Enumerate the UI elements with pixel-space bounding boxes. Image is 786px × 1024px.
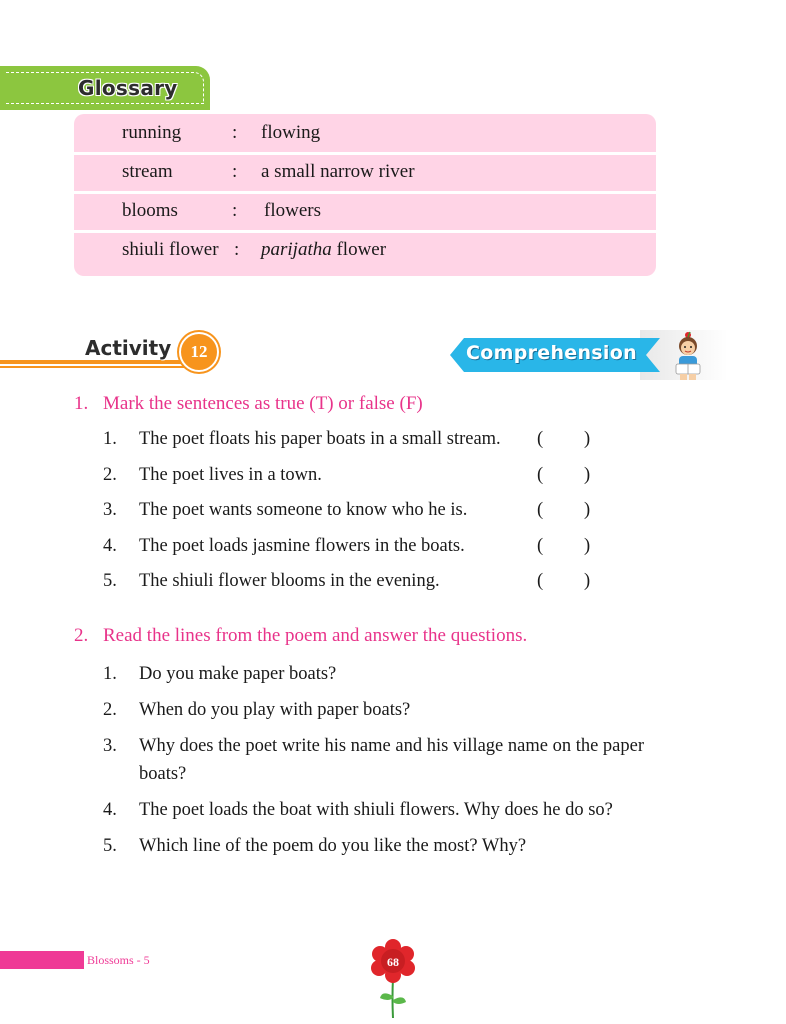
- item-number: 3.: [103, 736, 117, 756]
- section-instruction: Mark the sentences as true (T) or false (F): [103, 393, 423, 414]
- glossary-row: [74, 231, 656, 269]
- glossary-term: shiuli flower: [122, 239, 219, 260]
- answer-open-paren: (: [537, 465, 544, 485]
- item-number: 1.: [103, 664, 117, 684]
- answer-close-paren: ): [584, 571, 591, 591]
- glossary-definition-italic: parijatha: [261, 239, 332, 260]
- answer-close-paren: ): [584, 500, 591, 520]
- glossary-definition: flowing: [261, 122, 321, 143]
- activity-label: Activity: [85, 336, 172, 360]
- item-text-continued: boats?: [139, 764, 187, 784]
- glossary-table: [74, 114, 656, 276]
- glossary-colon: :: [234, 239, 240, 260]
- answer-close-paren: ): [584, 465, 591, 485]
- activity-rule-thin: [0, 366, 195, 368]
- item-number: 2.: [103, 700, 117, 720]
- glossary-definition: a small narrow river: [261, 161, 415, 182]
- comprehension-label: Comprehension: [466, 342, 637, 364]
- glossary-title: Glossary: [78, 76, 178, 100]
- item-text: The poet loads jasmine flowers in the boats.: [139, 536, 465, 556]
- glossary-definition: flowers: [264, 200, 321, 221]
- item-number: 5.: [103, 571, 117, 591]
- footer-book-title: Blossoms - 5: [87, 953, 150, 967]
- item-number: 4.: [103, 536, 117, 556]
- item-number: 3.: [103, 500, 117, 520]
- glossary-colon: :: [232, 200, 238, 221]
- answer-close-paren: ): [584, 536, 591, 556]
- glossary-row: [74, 192, 656, 233]
- footer-bar: [0, 951, 84, 969]
- section-number: 1.: [74, 393, 89, 414]
- glossary-term: stream: [122, 161, 173, 182]
- activity-number-badge: 12: [179, 332, 219, 372]
- section-instruction: Read the lines from the poem and answer the questions.: [103, 625, 528, 646]
- glossary-definition: [261, 231, 386, 269]
- item-text: Which line of the poem do you like the most? Why?: [139, 836, 527, 856]
- item-number: 4.: [103, 800, 117, 820]
- item-text: When do you play with paper boats?: [139, 700, 411, 720]
- item-number: 1.: [103, 429, 117, 449]
- item-text: Why does the poet write his name and his village name on the paper: [139, 736, 645, 756]
- glossary-term: running: [122, 122, 182, 143]
- page-number: 68: [387, 955, 399, 969]
- section-number: 2.: [74, 625, 89, 646]
- glossary-tab: [0, 66, 210, 110]
- item-text: The poet loads the boat with shiuli flowers. Why does he do so?: [139, 800, 613, 820]
- activity-rule: [0, 360, 205, 364]
- item-text: The poet lives in a town.: [139, 465, 322, 485]
- item-number: 2.: [103, 465, 117, 485]
- item-text: The shiuli flower blooms in the evening.: [139, 571, 440, 591]
- glossary-row: [74, 153, 656, 194]
- answer-open-paren: (: [537, 536, 544, 556]
- glossary-colon: :: [232, 122, 238, 143]
- item-text: The poet wants someone to know who he is.: [139, 500, 468, 520]
- glossary-colon: :: [232, 161, 238, 182]
- answer-open-paren: (: [537, 429, 544, 449]
- glossary-row: [74, 114, 656, 155]
- answer-close-paren: ): [584, 429, 591, 449]
- glossary-term: blooms: [122, 200, 178, 221]
- item-text: The poet floats his paper boats in a small stream.: [139, 429, 501, 449]
- item-text: Do you make paper boats?: [139, 664, 337, 684]
- answer-open-paren: (: [537, 500, 544, 520]
- child-reading-icon: [668, 326, 708, 382]
- flower-icon: [368, 938, 418, 1020]
- answer-open-paren: (: [537, 571, 544, 591]
- item-number: 5.: [103, 836, 117, 856]
- glossary-definition-rest: flower: [331, 239, 387, 260]
